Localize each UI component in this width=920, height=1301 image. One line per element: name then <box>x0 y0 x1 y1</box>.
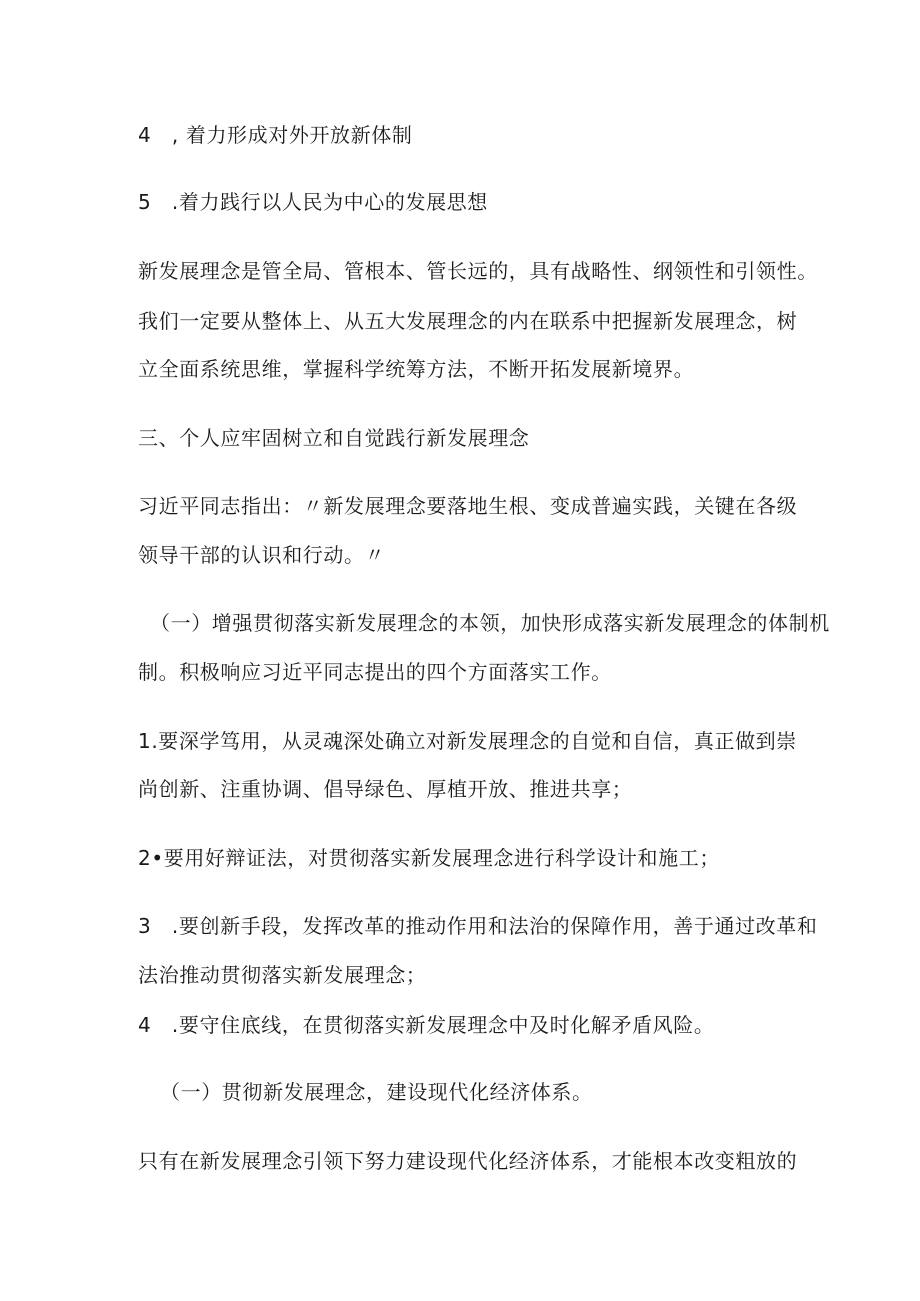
list-item-1-line: 尚创新、注重协调、倡导绿色、厚植开放、推进共享； <box>138 777 633 801</box>
list-item-5-people-centered: 5 .着力践行以人民为中心的发展思想 <box>138 190 488 214</box>
list-item-4-open-system: 4 , 着力形成对外开放新体制 <box>138 123 413 147</box>
list-item-2: 2•要用好辩证法，对贯彻落实新发展理念进行科学设计和施工； <box>138 846 720 870</box>
subsection-line: （一）增强贯彻落实新发展理念的本领，加快形成落实新发展理念的体制机 <box>150 611 830 635</box>
list-item-3-line: 3 .要创新手段，发挥改革的推动作用和法治的保障作用，善于通过改革和 <box>138 914 818 938</box>
paragraph-line: 立全面系统思维，掌握科学统筹方法，不断开拓发展新境界。 <box>138 357 695 381</box>
quote-line: 领导干部的认识和行动。〃 <box>138 543 386 567</box>
list-item-4-risk: 4 .要守住底线，在贯彻落实新发展理念中及时化解矛盾风险。 <box>138 1013 715 1037</box>
paragraph-line: 我们一定要从整体上、从五大发展理念的内在联系中把握新发展理念，树 <box>138 309 798 333</box>
paragraph-line: 只有在新发展理念引领下努力建设现代化经济体系，才能根本改变粗放的 <box>138 1149 798 1173</box>
list-item-1-line: 1.要深学笃用，从灵魂深处确立对新发展理念的自觉和自信，真正做到崇 <box>138 729 797 753</box>
paragraph-line: 新发展理念是管全局、管根本、管长远的，具有战略性、纲领性和引领性。 <box>138 259 818 283</box>
subsection-line: 制。积极响应习近平同志提出的四个方面落实工作。 <box>138 660 612 684</box>
list-item-3-line: 法治推动贯彻落实新发展理念； <box>138 963 427 987</box>
section-heading-three: 三、个人应牢固树立和自觉践行新发展理念 <box>138 426 530 450</box>
subsection-heading: （一）贯彻新发展理念，建设现代化经济体系。 <box>160 1080 593 1104</box>
quote-line: 习近平同志指出：〃新发展理念要落地生根、变成普遍实践，关键在各级 <box>138 494 798 518</box>
